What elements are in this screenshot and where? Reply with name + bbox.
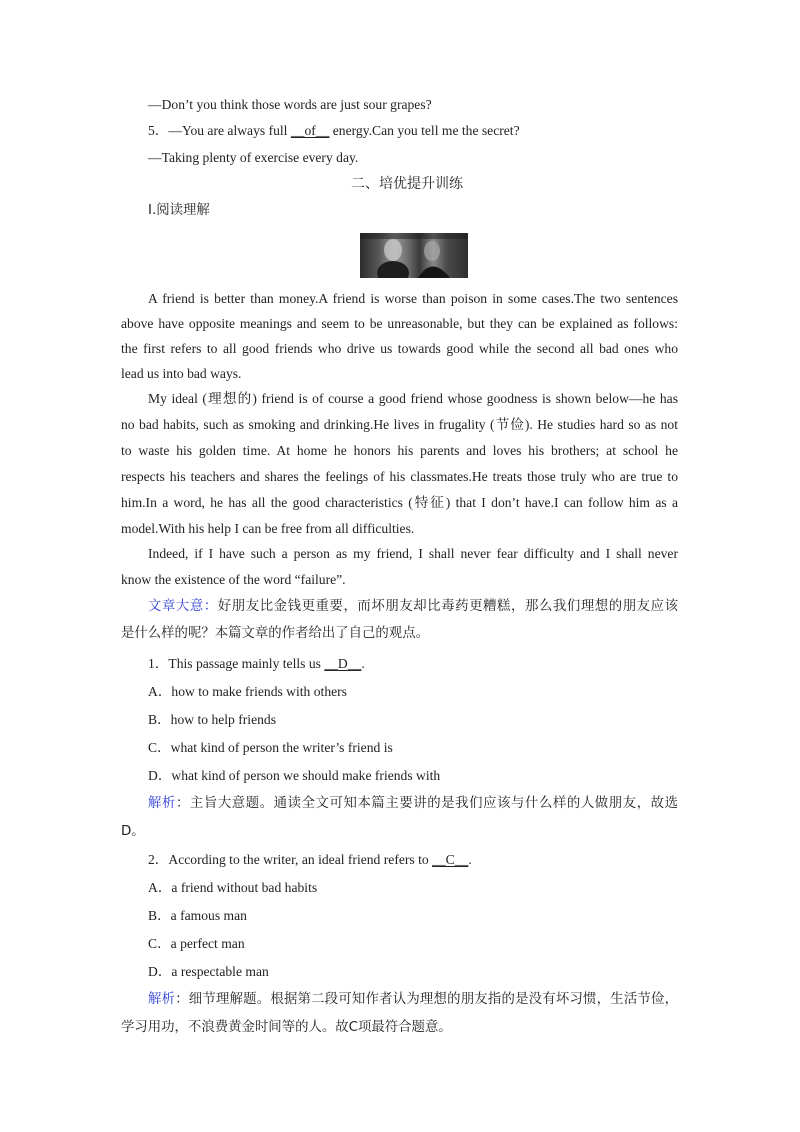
section-title: 二、培优提升训练 (351, 176, 463, 192)
section-subtitle: Ⅰ.阅读理解 (148, 203, 210, 218)
question-1 (148, 655, 365, 673)
summary-text: 好朋友比金钱更重要，而坏朋友却比毒药更糟糕，那么我们理想的朋友应该 (217, 599, 678, 614)
dialogue-line: —Don’t you think those words are just sour grapes? (148, 97, 432, 112)
q1-option-c: C．what kind of person the writer’s friend is (148, 740, 393, 755)
passage-line: lead us into bad ways. (121, 366, 242, 381)
q2-option-d: D．a respectable man (148, 964, 269, 979)
q2-analysis-cont: 学习用功，不浪费黄金时间等的人。故C项最符合题意。 (121, 1020, 452, 1035)
question-5-answer: __of__ (290, 123, 330, 138)
q1-option-b: B．how to help friends (148, 712, 276, 727)
passage-line: respects his teachers and shares the feelings of his classmates.He treats those truly who are true to (121, 469, 678, 484)
summary-line: 是什么样的呢？本篇文章的作者给出了自己的观点。 (121, 626, 429, 641)
q2-analysis-label: 解析 (148, 992, 176, 1007)
passage-line: Indeed, if I have such a person as my friend, I shall never fear difficulty and I shall never (148, 546, 678, 561)
passage-line: My ideal (理想的) friend is of course a good friend whose goodness is shown below—he has (148, 391, 678, 406)
q2-analysis (148, 991, 678, 1009)
q2-option-a: A．a friend without bad habits (148, 880, 318, 895)
q2-analysis-text: ：细节理解题。根据第二段可知作者认为理想的朋友指的是没有坏习惯，生活节俭， (175, 992, 679, 1007)
passage-line: model.With his help I can be free from all difficulties. (121, 521, 415, 536)
passage-line: him.In a word, he has all the good characteristics (特征) that I don’t have.I can follow him as a (121, 495, 678, 510)
question-2-answer: __C__ (432, 852, 469, 867)
q1-analysis-label: 解析 (148, 796, 176, 811)
passage-line: no bad habits, such as smoking and drinking.He lives in frugality (节俭). He studies hard so as not (121, 417, 678, 432)
q2-option-c: C．a perfect man (148, 936, 245, 951)
question-1-stem: 1．This passage mainly tells us (148, 656, 325, 671)
passage-line: know the existence of the word “failure”. (121, 572, 346, 587)
q1-analysis-text: ：主旨大意题。通读全文可知本篇主要讲的是我们应该与什么样的人做朋友，故选 (175, 796, 679, 811)
q1-analysis (148, 795, 678, 813)
question-1-stem-end: . (361, 656, 365, 671)
question-1-answer: __D__ (324, 656, 362, 671)
summary-line (148, 598, 678, 616)
question-2-stem: 2．According to the writer, an ideal friend refers to (148, 852, 433, 867)
question-2 (148, 851, 472, 869)
summary-label: 文章大意： (148, 599, 218, 614)
passage-line: above have opposite meanings and seem to be unreasonable, but they can be explained as follows: (121, 316, 678, 331)
question-2-stem-end: . (468, 852, 472, 867)
illustration-photo (360, 233, 468, 278)
dialogue-line: —Taking plenty of exercise every day. (148, 150, 359, 165)
question-5 (148, 122, 520, 140)
q1-analysis-cont: D。 (121, 824, 145, 839)
question-5-stem: 5．—You are always full (148, 123, 291, 138)
passage-line: A friend is better than money.A friend is worse than poison in some cases.The two sentences (148, 291, 678, 306)
passage-line: the first refers to all good friends who drive us towards good while the second all bad ones who (121, 341, 678, 356)
q1-option-a: A．how to make friends with others (148, 684, 347, 699)
q2-option-b: B．a famous man (148, 908, 247, 923)
question-5-stem-end: energy.Can you tell me the secret? (329, 123, 520, 138)
passage-line: to waste his golden time. At home he honors his parents and loves his brothers; at school he (121, 443, 678, 458)
q1-option-d: D．what kind of person we should make friends with (148, 768, 441, 783)
